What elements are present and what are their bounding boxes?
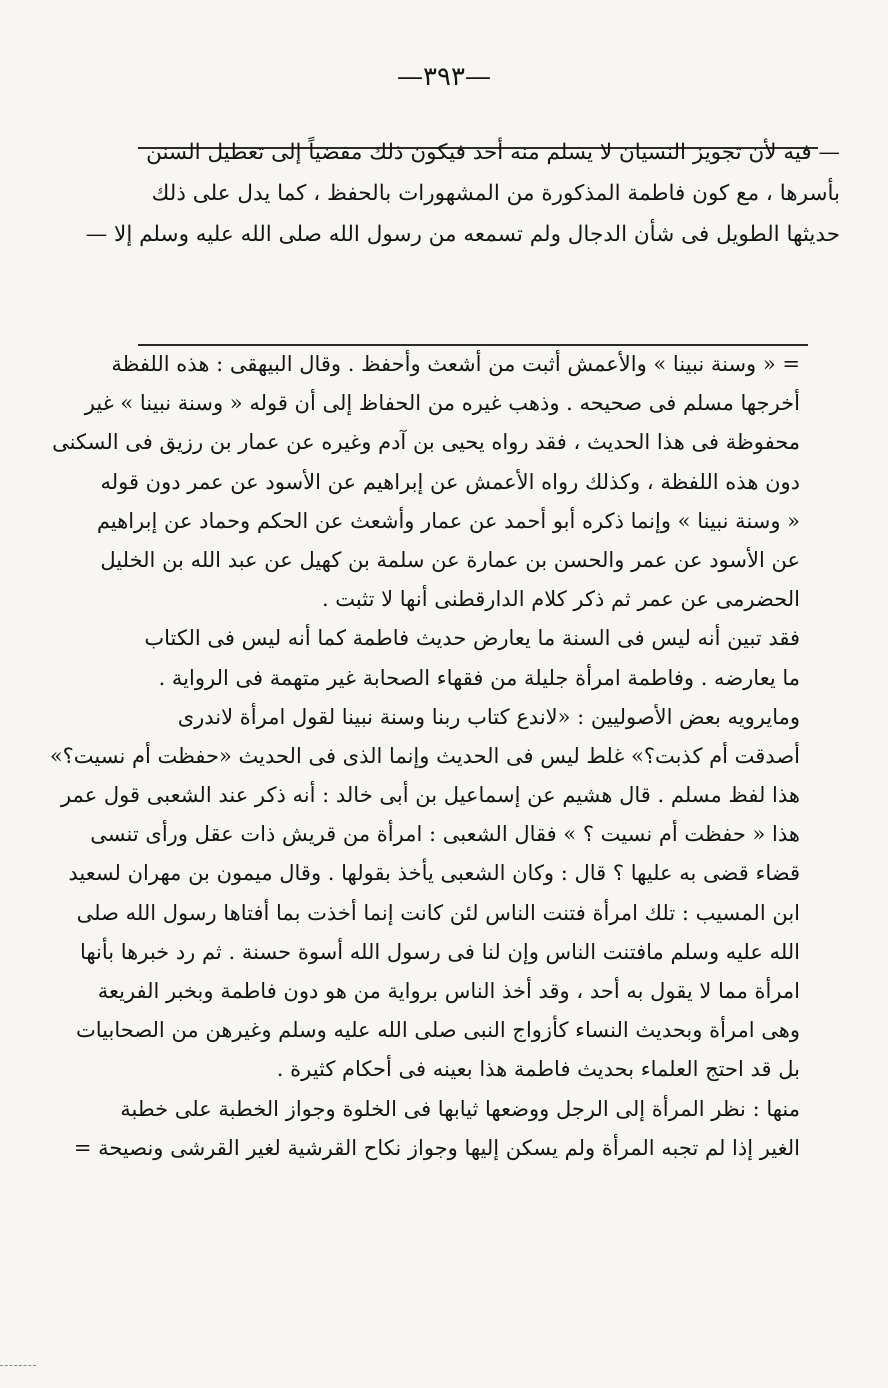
text-line: منها : نظر المرأة إلى الرجل ووضعها ثيابها فى الخلوة وجواز الخطبة على خطبة [120, 1096, 800, 1121]
text-line: « وسنة نبينا » وإنما ذكره أبو أحمد عن عمار وأشعث عن الحكم وحماد عن إبراهيم [96, 508, 800, 533]
text-line: بل قد احتج العلماء بحديث فاطمة هذا بعينه فى أحكام كثيرة . [276, 1057, 800, 1082]
scan-edge-mark [0, 1365, 36, 1366]
text-line: هذا « حفظت أم نسيت ؟ » فقال الشعبى : امرأة من قريش ذات عقل ورأى تنسى [90, 822, 800, 847]
main-text [49, 352, 800, 1175]
text-line: بأسرها ، مع كون فاطمة المذكورة من المشهورات بالحفظ ، كما يدل على ذلك [151, 181, 840, 206]
text-line: حديثها الطويل فى شأن الدجال ولم تسمعه من رسول الله صلى الله عليه وسلم إلا — [85, 222, 840, 247]
text-line: قضاء قضى به عليها ؟ قال : وكان الشعبى يأخذ بقولها . وقال ميمون بن مهران لسعيد [68, 861, 800, 886]
text-line: أصدقت أم كذبت؟» غلط ليس فى الحديث وإنما الذى فى الحديث «حفظت أم نسيت؟» [49, 743, 800, 768]
text-line: فقد تبين أنه ليس فى السنة ما يعارض حديث فاطمة كما أنه ليس فى الكتاب [144, 626, 800, 651]
text-line: عن الأسود عن عمر والحسن بن عمارة عن سلمة بن كهيل عن عبد الله بن الخليل [100, 547, 800, 572]
text-line: أخرجها مسلم فى صحيحه . وذهب غيره من الحفاظ إلى أن قوله « وسنة نبينا » غير [84, 391, 800, 416]
text-line: دون هذه اللفظة ، وكذلك رواه الأعمش عن إبراهيم عن الأسود عن عمر دون قوله [100, 469, 800, 494]
text-line: ما يعارضه . وفاطمة امرأة جليلة من فقهاء الصحابة غير متهمة فى الرواية . [158, 665, 800, 690]
text-line: وهى امرأة وبحديث النساء كأزواج النبى صلى الله عليه وسلم وغيرهن من الصحابيات [76, 1018, 800, 1043]
page-number: —٣٩٣— [397, 62, 491, 92]
text-line: الحضرمى عن عمر ثم ذكر كلام الدارقطنى أنها لا تثبت . [321, 587, 800, 612]
text-line: الله عليه وسلم مافتنت الناس وإن لنا فى رسول الله أسوة حسنة . ثم رد خبرها بأنها [79, 939, 800, 964]
text-line: محفوظة فى هذا الحديث ، فقد رواه يحيى بن آدم وغيره عن عمار بن رزيق فى السكنى [52, 430, 800, 455]
text-line: هذا لفظ مسلم . قال هشيم عن إسماعيل بن أبى خالد : أنه ذكر عند الشعبى قول عمر [60, 783, 800, 808]
text-line: امرأة مما لا يقول به أحد ، وقد أخذ الناس برواية من هو دون فاطمة وبخبر الفريعة [97, 979, 800, 1003]
text-line: ومايرويه بعض الأصوليين : «لاندع كتاب ربنا وسنة نبينا لقول امرأة لاندرى [177, 704, 800, 729]
top-paragraph [85, 140, 840, 263]
text-line: — فيه لأن تجويز النسيان لا يسلم منه أحد فيكون ذلك مفضياً إلى تعطيل السنن [146, 140, 840, 165]
text-line: = « وسنة نبينا » والأعمش أثبت من أشعث وأحفظ . وقال البيهقى : هذه اللفظة [111, 352, 800, 376]
text-line: ابن المسيب : تلك امرأة فتنت الناس لئن كانت إنما أخذت بما أفتاها رسول الله صلى [76, 900, 800, 925]
text-line: الغير إذا لم تجبه المرأة ولم يسكن إليها وجواز نكاح القرشية لغير القرشى ونصيحة = [73, 1135, 800, 1160]
section-divider [138, 344, 808, 346]
